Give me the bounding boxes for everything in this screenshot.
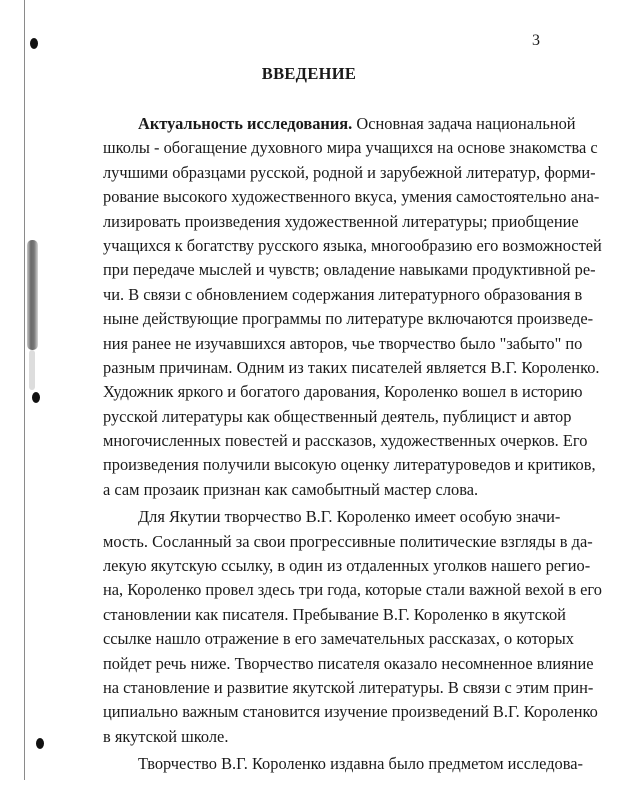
text-line: школы - обогащение духовного мира учащихся на основе знакомства с (103, 138, 598, 158)
text-line: а сам прозаик признан как самобытный мастер слова. (103, 479, 479, 499)
text-line: учащихся к богатству русского языка, многообразию его возможностей (103, 235, 602, 255)
text-line: лекую якутскую ссылку, в один из отдаленных уголков нашего регио- (103, 556, 591, 576)
text-line: лучшими образцами русской, родной и зарубежной литератур, форми- (103, 162, 596, 182)
paragraph-research (103, 752, 584, 776)
punch-hole-bottom (36, 738, 44, 749)
text-line: Актуальность исследования. Основная задача национальной (138, 114, 576, 133)
text-line: мость. Сосланный за свои прогрессивные политические взгляды в да- (103, 531, 593, 551)
paragraph-yakutia (103, 505, 602, 749)
text-line: становлении как писателя. Пребывание В.Г. Короленко в якутской (103, 604, 566, 624)
text-line: ссылке нашло отражение в его замечательных рассказах, о которых (103, 629, 574, 649)
text-line: русской литературы как общественный деятель, публицист и автор (103, 406, 572, 426)
text-line: на, Короленко провел здесь три года, которые стали важной вехой в его (103, 580, 602, 600)
punch-hole-top (30, 38, 38, 49)
scan-smear-faint (29, 350, 35, 390)
scan-edge-line (24, 0, 25, 780)
text-line: пойдет речь ниже. Творчество писателя оказало несомненное влияние (103, 653, 594, 673)
text-line: разным причинам. Одним из таких писателей является В.Г. Короленко. (103, 357, 600, 377)
text-line: чи. В связи с обновлением содержания литературного образования в (103, 284, 583, 304)
text-line: многочисленных повестей и рассказов, художественных очерков. Его (103, 431, 588, 451)
text-line: на становление и развитие якутской литературы. В связи с этим прин- (103, 677, 594, 697)
text-line: Творчество В.Г. Короленко издавна было предметом исследова- (138, 754, 584, 774)
text-line: лизировать произведения художественной литературы; приобщение (103, 211, 579, 231)
punch-hole-middle (32, 392, 40, 403)
text-line: Художник яркого и богатого дарования, Короленко вошел в историю (103, 382, 583, 402)
text-line: в якутской школе. (103, 726, 229, 746)
section-lead: Актуальность исследования. (138, 114, 353, 133)
text-line: рование высокого художественного вкуса, умения самостоятельно ана- (103, 187, 600, 207)
paragraph-relevance (103, 112, 602, 502)
scan-smear (27, 240, 38, 350)
text-line: ныне действующие программы по литературе включаются произведе- (103, 309, 594, 329)
text-line: Для Якутии творчество В.Г. Короленко имеет особую значи- (138, 507, 561, 527)
page-number: 3 (532, 32, 540, 49)
page-title: ВВЕДЕНИЕ (261, 64, 357, 83)
text-line: ния ранее не изучавшихся авторов, чье творчество было "забыто" по (103, 333, 583, 353)
text-line: произведения получили высокую оценку литературоведов и критиков, (103, 455, 596, 475)
document-body (103, 112, 602, 777)
text-line: при передаче мыслей и чувств; овладение навыками продуктивной ре- (103, 260, 596, 280)
text-line: ципиально важным становится изучение произведений В.Г. Короленко (103, 702, 598, 722)
